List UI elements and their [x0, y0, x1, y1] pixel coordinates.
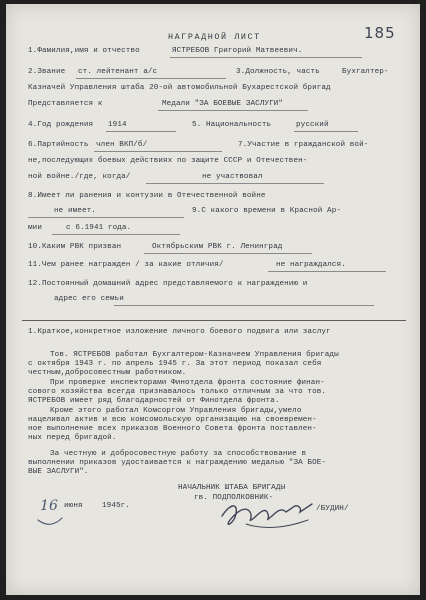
field-7-rule	[146, 183, 324, 184]
feat-text-line: Тов. ЯСТРЕБОВ работал Бухгалтером-Казначеем Управления бригады	[50, 351, 339, 359]
field-6-label: 6.Партийность	[28, 141, 89, 149]
field-4-value: 1914	[108, 121, 127, 129]
field-nomination-label: Представляется к	[28, 100, 103, 108]
field-11-value: не награждался.	[276, 261, 346, 269]
signatory-name: /БУДИН/	[316, 505, 349, 513]
field-12-label-end: адрес его семьи	[54, 295, 124, 303]
feat-heading: 1.Краткое,конкретное изложение личного боевого подвига или заслуг	[28, 328, 331, 336]
field-10-rule	[144, 253, 312, 254]
field-5-rule	[294, 131, 358, 132]
field-12-rule	[114, 305, 374, 306]
field-7-value: не участвовал	[202, 173, 263, 181]
feat-text-line: ное выполнение всех приказов Военного Совета фронта поставлен-	[28, 425, 317, 433]
date-month: июня	[64, 502, 83, 510]
field-nomination-value: Медали "ЗА БОЕВЫЕ ЗАСЛУГИ"	[162, 100, 284, 108]
feat-text-line: ЯСТРЕБОВ имеет ряд благодарностей от Финотдела фронта.	[28, 397, 280, 405]
field-12-label: 12.Постоянный домашний адрес представляемого к награждению и	[28, 280, 308, 288]
archive-number: 185	[364, 24, 396, 42]
field-3-value-start: Бухгалтер-	[342, 68, 389, 76]
field-8-label: 8.Имеет ли ранения и контузии в Отечественной войне	[28, 192, 266, 200]
field-8-value: не имеет.	[54, 207, 96, 215]
feat-text-line: ных перед бригадой.	[28, 434, 117, 442]
field-8-rule	[28, 217, 184, 218]
feat-text-line: За честную и добросовестную работу за способствование в	[50, 450, 307, 458]
field-5-label: 5. Национальность	[192, 121, 272, 129]
field-5-value: русский	[296, 121, 329, 129]
feat-text-line: Кроме этого работал Комсоргом Управления бригады,умело	[50, 407, 302, 415]
feat-text-line: сового хозяйства всегда признавалось только отличным за что тов.	[28, 388, 327, 396]
field-3-label: 3.Должность, часть	[236, 68, 320, 76]
field-7-label-cont: не,последующих боевых действиях по защите СССР и Отечествен-	[28, 157, 308, 165]
field-2-label: 2.Звание	[28, 68, 66, 76]
award-sheet	[6, 4, 420, 595]
field-nomination-rule	[158, 110, 308, 111]
sheet-title: НАГРАДНОЙ ЛИСТ	[168, 32, 261, 42]
field-1-rule	[170, 57, 362, 58]
field-4-rule	[106, 131, 176, 132]
feat-text-line: ВЫЕ ЗАСЛУГИ".	[28, 468, 89, 476]
date-day: 16	[40, 498, 59, 514]
section-divider	[22, 320, 406, 321]
field-10-label: 10.Каким РВК призван	[28, 243, 122, 251]
field-9-label: 9.С какого времени в Красной Ар-	[192, 207, 342, 215]
feat-text-line: честным,добросовестным работником.	[28, 369, 187, 377]
feat-text-line: с октября 1943 г. по апрель 1945 г. За этот период показал себя	[28, 360, 322, 368]
field-9-label-end: мии	[28, 224, 42, 232]
handwritten-signature	[216, 494, 324, 534]
field-1-label: 1.Фамилия,имя и отчество	[28, 47, 140, 55]
field-11-label: 11.Чем ранее награжден / за какие отличия/	[28, 261, 224, 269]
field-7-label-end: ной войне./где, когда/	[28, 173, 131, 181]
field-6-rule	[94, 151, 222, 152]
signatory-position: НАЧАЛЬНИК ШТАБА БРИГАДЫ	[178, 484, 286, 492]
signatory-rank: гв. ПОДПОЛКОВНИК-	[194, 494, 274, 502]
field-10-value: Октябрьским РВК г. Ленинград	[152, 243, 283, 251]
field-1-value: ЯСТРЕБОВ Григорий Матвеевич.	[172, 47, 303, 55]
feat-text-line: При проверке инспекторами Финотдела фронта состояние финан-	[50, 379, 325, 387]
field-11-rule	[268, 271, 386, 272]
field-2-rule	[76, 78, 226, 79]
date-year: 1945г.	[102, 502, 130, 510]
date-pen-flourish	[36, 514, 66, 528]
field-9-value: с 6.1941 года.	[66, 224, 132, 232]
field-6-value: член ВКП/б/	[96, 141, 148, 149]
feat-text-line: нацеливал актив и всю комсомольскую организацию на своевремен-	[28, 416, 317, 424]
field-9-rule	[52, 234, 180, 235]
field-3-value: Казначей Управления штаба 20-ой автомобильной Бухарестской бригад	[28, 84, 331, 92]
feat-text-line: выполнении приказов удостаивается к награждению медалью "ЗА БОЕ-	[28, 459, 327, 467]
field-7-label: 7.Участие в гражданской вой-	[238, 141, 369, 149]
field-4-label: 4.Год рождения	[28, 121, 94, 129]
field-2-value: ст. лейтенант а/с	[78, 68, 158, 76]
